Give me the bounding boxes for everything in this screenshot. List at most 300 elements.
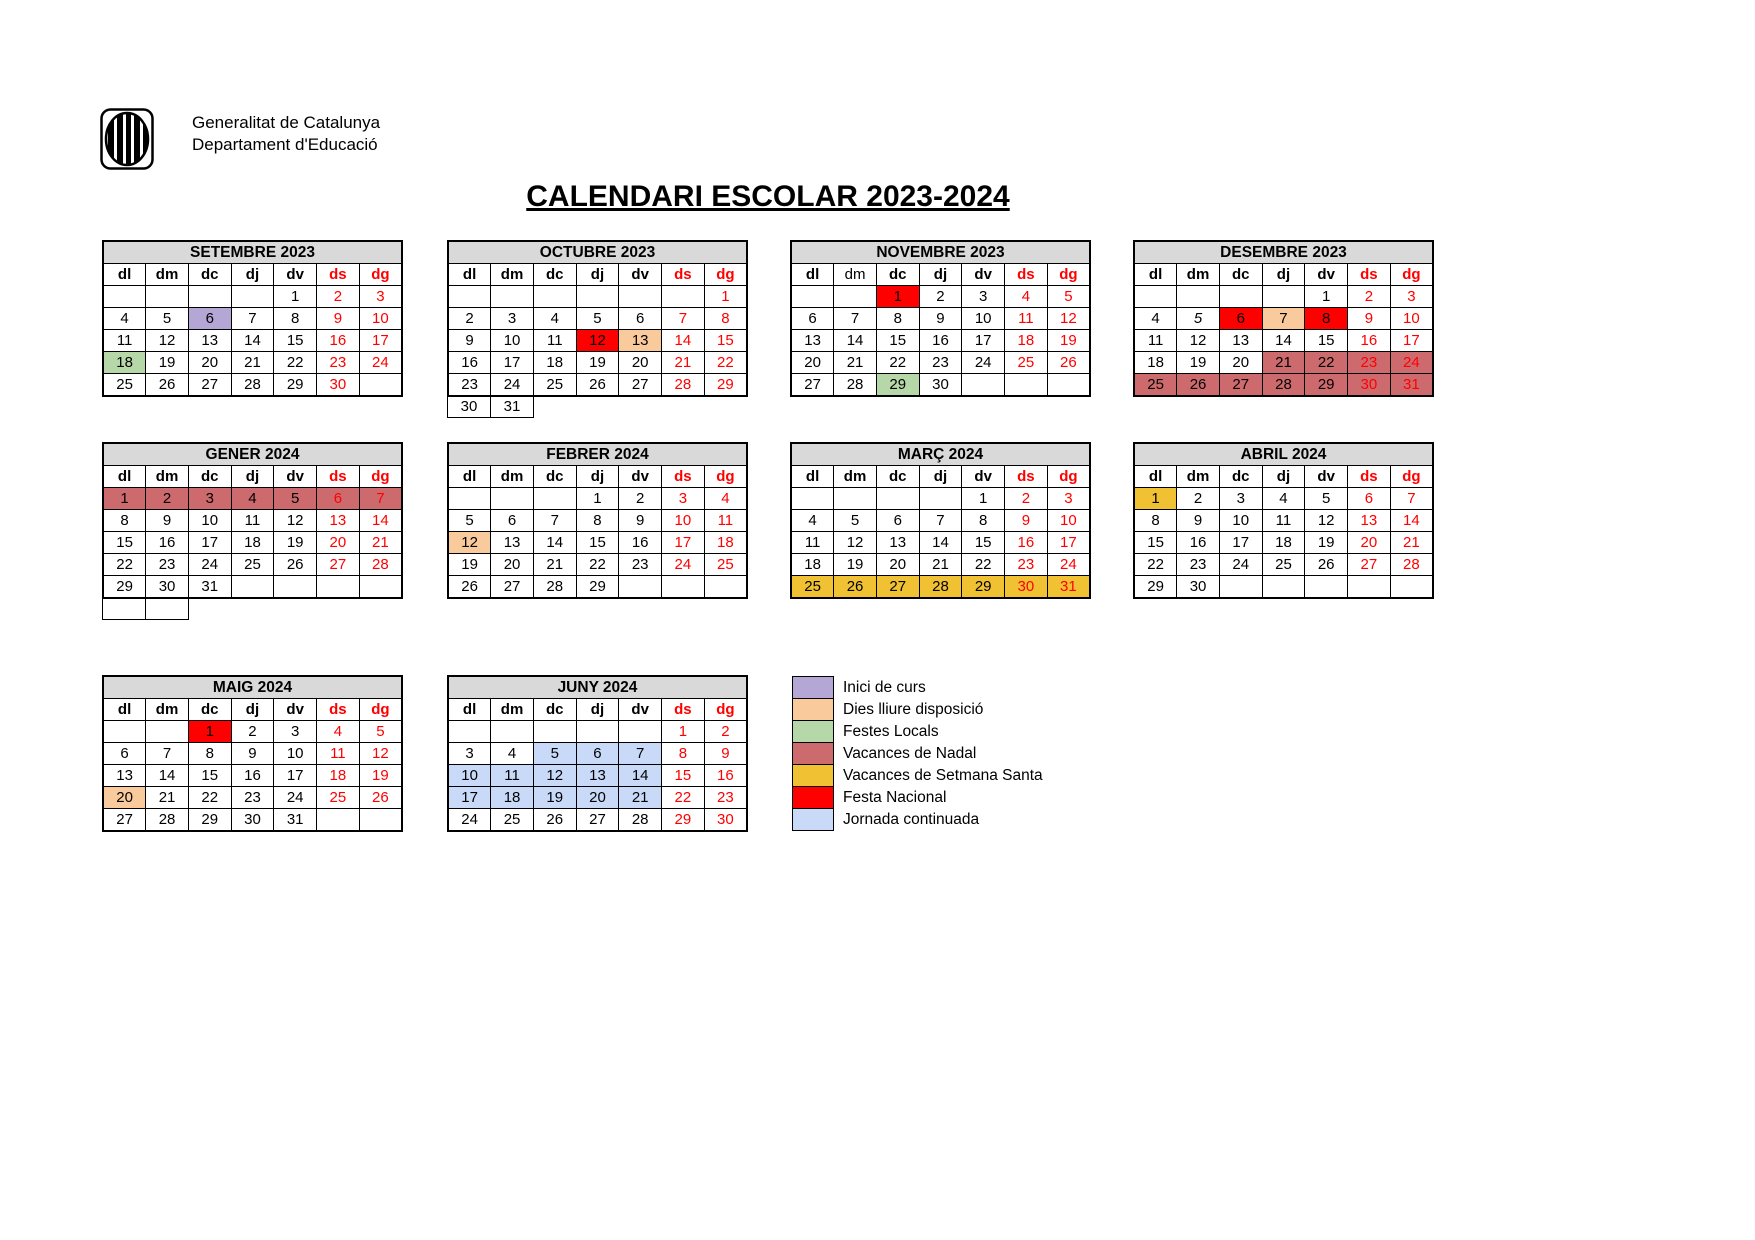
day-cell: 29 — [962, 576, 1005, 599]
empty-day-cell — [103, 721, 146, 743]
legend-swatch-santa — [792, 764, 834, 787]
day-cell: 13 — [491, 532, 534, 554]
day-cell: 12 — [146, 330, 189, 352]
weekday-header: dv — [962, 466, 1005, 488]
day-cell: 16 — [1005, 532, 1048, 554]
weekday-header: dm — [491, 699, 534, 721]
day-cell: 9 — [448, 330, 491, 352]
legend-item — [792, 808, 1043, 831]
day-cell: 20 — [317, 532, 360, 554]
calendar-month — [102, 240, 403, 397]
day-cell: 16 — [317, 330, 360, 352]
day-cell: 25 — [1262, 554, 1305, 576]
empty-day-cell — [834, 488, 877, 510]
empty-day-cell — [704, 576, 747, 599]
empty-day-cell — [1305, 576, 1348, 599]
day-cell: 28 — [919, 576, 962, 599]
day-cell: 20 — [876, 554, 919, 576]
day-cell: 31 — [1390, 374, 1433, 397]
month-title: ABRIL 2024 — [1134, 443, 1433, 466]
day-cell: 22 — [1305, 352, 1348, 374]
weekday-header: dj — [1262, 466, 1305, 488]
day-cell: 27 — [491, 576, 534, 599]
empty-day-cell — [834, 286, 877, 308]
day-cell: 23 — [1005, 554, 1048, 576]
day-cell: 28 — [1262, 374, 1305, 397]
empty-day-cell — [146, 286, 189, 308]
day-cell: 6 — [317, 488, 360, 510]
empty-day-cell — [1262, 576, 1305, 599]
weekday-header: dl — [448, 699, 491, 721]
weekday-header: dc — [188, 466, 231, 488]
day-cell: 9 — [1348, 308, 1391, 330]
empty-day-cell — [317, 809, 360, 832]
day-cell: 20 — [576, 787, 619, 809]
calendar-month — [102, 675, 403, 832]
day-cell: 17 — [188, 532, 231, 554]
day-cell: 11 — [1005, 308, 1048, 330]
day-cell: 16 — [146, 532, 189, 554]
day-cell: 29 — [274, 374, 317, 397]
day-cell: 25 — [704, 554, 747, 576]
empty-day-cell — [317, 576, 360, 599]
day-cell: 17 — [274, 765, 317, 787]
day-cell: 7 — [231, 308, 274, 330]
day-cell: 19 — [576, 352, 619, 374]
day-cell: 4 — [103, 308, 146, 330]
day-cell: 4 — [491, 743, 534, 765]
weekday-header: dl — [103, 699, 146, 721]
day-cell: 14 — [359, 510, 402, 532]
day-cell: 27 — [876, 576, 919, 599]
day-cell: 3 — [662, 488, 705, 510]
empty-day-cell — [448, 488, 491, 510]
day-cell: 10 — [1219, 510, 1262, 532]
day-cell: 13 — [576, 765, 619, 787]
day-cell: 31 — [274, 809, 317, 832]
day-cell: 25 — [533, 374, 576, 397]
day-cell: 9 — [231, 743, 274, 765]
day-cell: 10 — [962, 308, 1005, 330]
weekday-header: dg — [704, 466, 747, 488]
day-cell: 15 — [662, 765, 705, 787]
day-cell: 5 — [533, 743, 576, 765]
day-cell: 1 — [274, 286, 317, 308]
empty-day-cell — [791, 286, 834, 308]
empty-day-cell — [619, 721, 662, 743]
day-cell: 28 — [1390, 554, 1433, 576]
day-cell: 30 — [1177, 576, 1220, 599]
day-cell: 25 — [491, 809, 534, 832]
day-cell: 22 — [876, 352, 919, 374]
legend-label: Dies lliure disposició — [843, 700, 984, 718]
day-cell: 18 — [103, 352, 146, 374]
day-cell: 8 — [576, 510, 619, 532]
day-cell: 27 — [1348, 554, 1391, 576]
day-cell: 1 — [1134, 488, 1177, 510]
day-cell: 22 — [962, 554, 1005, 576]
day-cell: 8 — [962, 510, 1005, 532]
day-cell: 15 — [103, 532, 146, 554]
day-cell: 25 — [103, 374, 146, 397]
day-cell: 3 — [962, 286, 1005, 308]
day-cell: 8 — [1305, 308, 1348, 330]
day-cell: 22 — [662, 787, 705, 809]
day-cell: 11 — [1134, 330, 1177, 352]
weekday-header: ds — [1005, 466, 1048, 488]
day-cell: 8 — [274, 308, 317, 330]
weekday-header: ds — [1348, 264, 1391, 286]
legend-item — [792, 786, 1043, 809]
day-cell: 3 — [1390, 286, 1433, 308]
day-cell: 21 — [919, 554, 962, 576]
day-cell: 2 — [231, 721, 274, 743]
empty-day-cell — [533, 488, 576, 510]
day-cell: 6 — [1219, 308, 1262, 330]
day-cell: 7 — [359, 488, 402, 510]
empty-day-cell — [1005, 374, 1048, 397]
day-cell: 30 — [146, 576, 189, 599]
weekday-header: dc — [1219, 466, 1262, 488]
weekday-header: dc — [188, 264, 231, 286]
calendar-month — [790, 240, 1091, 397]
day-cell: 8 — [704, 308, 747, 330]
day-cell: 18 — [533, 352, 576, 374]
day-cell: 4 — [1262, 488, 1305, 510]
day-cell: 23 — [231, 787, 274, 809]
weekday-header: dj — [576, 264, 619, 286]
day-cell: 24 — [1047, 554, 1090, 576]
day-cell: 24 — [1390, 352, 1433, 374]
day-cell: 21 — [1262, 352, 1305, 374]
day-cell: 29 — [576, 576, 619, 599]
month-title: GENER 2024 — [103, 443, 402, 466]
weekday-header: dl — [448, 264, 491, 286]
month-extra-row — [447, 395, 534, 418]
weekday-header: ds — [317, 699, 360, 721]
day-cell: 2 — [1177, 488, 1220, 510]
month-title: MAIG 2024 — [103, 676, 402, 699]
weekday-header: dv — [1305, 466, 1348, 488]
day-cell: 11 — [103, 330, 146, 352]
empty-day-cell — [274, 576, 317, 599]
day-cell: 21 — [146, 787, 189, 809]
day-cell: 5 — [1305, 488, 1348, 510]
weekday-header: dg — [359, 466, 402, 488]
day-cell: 10 — [188, 510, 231, 532]
weekday-header: dj — [576, 699, 619, 721]
day-cell: 17 — [662, 532, 705, 554]
weekday-header: dj — [919, 466, 962, 488]
day-cell: 17 — [448, 787, 491, 809]
empty-day-cell — [103, 286, 146, 308]
day-cell: 1 — [576, 488, 619, 510]
day-cell: 11 — [231, 510, 274, 532]
day-cell: 19 — [1047, 330, 1090, 352]
empty-day-cell — [1177, 286, 1220, 308]
empty-day-cell — [1219, 286, 1262, 308]
day-cell: 16 — [704, 765, 747, 787]
day-cell: 21 — [533, 554, 576, 576]
generalitat-logo-icon — [100, 108, 154, 170]
day-cell: 3 — [1219, 488, 1262, 510]
weekday-header: dm — [491, 466, 534, 488]
day-cell: 26 — [146, 374, 189, 397]
day-cell: 22 — [274, 352, 317, 374]
empty-day-cell — [146, 598, 189, 620]
day-cell: 9 — [317, 308, 360, 330]
day-cell: 23 — [619, 554, 662, 576]
day-cell: 5 — [359, 721, 402, 743]
day-cell: 24 — [359, 352, 402, 374]
weekday-header: dm — [1177, 264, 1220, 286]
day-cell: 24 — [491, 374, 534, 397]
day-cell: 14 — [619, 765, 662, 787]
empty-day-cell — [491, 286, 534, 308]
day-cell: 8 — [188, 743, 231, 765]
empty-day-cell — [919, 488, 962, 510]
day-cell: 26 — [1177, 374, 1220, 397]
day-cell: 26 — [1047, 352, 1090, 374]
day-cell: 27 — [1219, 374, 1262, 397]
month-table — [790, 442, 1091, 599]
weekday-header: dj — [231, 264, 274, 286]
department-name: Departament d'Educació — [192, 135, 378, 154]
day-cell: 2 — [1005, 488, 1048, 510]
day-cell: 4 — [533, 308, 576, 330]
day-cell: 13 — [188, 330, 231, 352]
day-cell: 20 — [103, 787, 146, 809]
day-cell: 19 — [533, 787, 576, 809]
day-cell: 12 — [274, 510, 317, 532]
day-cell: 25 — [317, 787, 360, 809]
day-cell: 2 — [919, 286, 962, 308]
weekday-header: dc — [533, 466, 576, 488]
day-cell: 15 — [274, 330, 317, 352]
legend-label: Inici de curs — [843, 678, 926, 696]
legend-swatch-jornada — [792, 808, 834, 831]
day-cell: 20 — [1348, 532, 1391, 554]
day-cell: 14 — [533, 532, 576, 554]
day-cell: 7 — [834, 308, 877, 330]
legend-label: Festes Locals — [843, 722, 939, 740]
day-cell: 25 — [1134, 374, 1177, 397]
day-cell: 5 — [146, 308, 189, 330]
day-cell: 18 — [231, 532, 274, 554]
day-cell: 16 — [448, 352, 491, 374]
empty-day-cell — [1047, 374, 1090, 397]
legend-label: Festa Nacional — [843, 788, 947, 806]
legend-item — [792, 720, 1043, 743]
weekday-header: dg — [704, 264, 747, 286]
day-cell: 1 — [1305, 286, 1348, 308]
day-cell: 28 — [533, 576, 576, 599]
month-table — [790, 240, 1091, 397]
month-title: MARÇ 2024 — [791, 443, 1090, 466]
calendar-month — [790, 442, 1091, 599]
day-cell: 18 — [1262, 532, 1305, 554]
day-cell: 10 — [491, 330, 534, 352]
day-cell: 17 — [359, 330, 402, 352]
day-cell: 18 — [791, 554, 834, 576]
day-cell: 16 — [1348, 330, 1391, 352]
weekday-header: dj — [231, 466, 274, 488]
day-cell: 4 — [704, 488, 747, 510]
day-cell: 7 — [533, 510, 576, 532]
day-cell: 13 — [876, 532, 919, 554]
day-cell: 29 — [103, 576, 146, 599]
weekday-header: dv — [619, 466, 662, 488]
day-cell: 28 — [662, 374, 705, 397]
weekday-header: dj — [919, 264, 962, 286]
day-cell: 11 — [704, 510, 747, 532]
day-cell: 15 — [704, 330, 747, 352]
weekday-header: dg — [359, 264, 402, 286]
day-cell: 1 — [103, 488, 146, 510]
day-cell: 6 — [576, 743, 619, 765]
day-cell: 17 — [1390, 330, 1433, 352]
legend-label: Vacances de Setmana Santa — [843, 766, 1043, 784]
day-cell: 21 — [359, 532, 402, 554]
legend-item — [792, 764, 1043, 787]
day-cell: 15 — [876, 330, 919, 352]
month-table — [102, 675, 403, 832]
empty-day-cell — [1390, 576, 1433, 599]
calendar-month — [1133, 240, 1434, 397]
empty-day-cell — [231, 576, 274, 599]
day-cell: 27 — [576, 809, 619, 832]
day-cell: 16 — [919, 330, 962, 352]
day-cell: 10 — [359, 308, 402, 330]
day-cell: 18 — [317, 765, 360, 787]
day-cell: 15 — [962, 532, 1005, 554]
day-cell: 1 — [876, 286, 919, 308]
day-cell: 26 — [274, 554, 317, 576]
day-cell: 1 — [188, 721, 231, 743]
day-cell: 31 — [491, 396, 534, 418]
day-cell: 22 — [576, 554, 619, 576]
day-cell: 13 — [317, 510, 360, 532]
day-cell: 8 — [1134, 510, 1177, 532]
day-cell: 22 — [704, 352, 747, 374]
weekday-header: dg — [704, 699, 747, 721]
weekday-header: dc — [533, 264, 576, 286]
empty-day-cell — [231, 286, 274, 308]
day-cell: 24 — [662, 554, 705, 576]
weekday-header: dv — [619, 264, 662, 286]
day-cell: 16 — [231, 765, 274, 787]
day-cell: 27 — [317, 554, 360, 576]
day-cell: 12 — [1305, 510, 1348, 532]
day-cell: 27 — [103, 809, 146, 832]
day-cell: 9 — [1177, 510, 1220, 532]
day-cell: 11 — [317, 743, 360, 765]
day-cell: 15 — [188, 765, 231, 787]
day-cell: 24 — [274, 787, 317, 809]
day-cell: 7 — [146, 743, 189, 765]
day-cell: 20 — [491, 554, 534, 576]
day-cell: 6 — [619, 308, 662, 330]
legend-swatch-nadal — [792, 742, 834, 765]
org-name: Generalitat de Catalunya — [192, 113, 381, 132]
calendar-month — [447, 240, 748, 418]
day-cell: 7 — [1390, 488, 1433, 510]
day-cell: 14 — [146, 765, 189, 787]
day-cell: 9 — [704, 743, 747, 765]
day-cell: 23 — [704, 787, 747, 809]
day-cell: 24 — [188, 554, 231, 576]
day-cell: 6 — [491, 510, 534, 532]
day-cell: 14 — [231, 330, 274, 352]
day-cell: 1 — [662, 721, 705, 743]
day-cell: 19 — [274, 532, 317, 554]
day-cell: 25 — [791, 576, 834, 599]
weekday-header: dm — [146, 264, 189, 286]
day-cell: 5 — [834, 510, 877, 532]
day-cell: 29 — [704, 374, 747, 397]
weekday-header: ds — [317, 264, 360, 286]
month-table — [102, 240, 403, 397]
day-cell: 29 — [876, 374, 919, 397]
empty-day-cell — [962, 374, 1005, 397]
weekday-header: dl — [103, 466, 146, 488]
weekday-header: dv — [1305, 264, 1348, 286]
day-cell: 3 — [1047, 488, 1090, 510]
weekday-header: dc — [1219, 264, 1262, 286]
day-cell: 6 — [1348, 488, 1391, 510]
day-cell: 26 — [576, 374, 619, 397]
day-cell: 4 — [231, 488, 274, 510]
weekday-header: ds — [317, 466, 360, 488]
month-table — [102, 442, 403, 599]
day-cell: 21 — [834, 352, 877, 374]
day-cell: 4 — [317, 721, 360, 743]
weekday-header: dl — [103, 264, 146, 286]
day-cell: 13 — [791, 330, 834, 352]
day-cell: 27 — [188, 374, 231, 397]
legend-swatch-lliure — [792, 698, 834, 721]
legend-swatch-inici — [792, 676, 834, 699]
day-cell: 30 — [448, 396, 491, 418]
day-cell: 2 — [619, 488, 662, 510]
day-cell: 8 — [103, 510, 146, 532]
day-cell: 17 — [491, 352, 534, 374]
day-cell: 4 — [791, 510, 834, 532]
calendar-month — [447, 675, 748, 832]
day-cell: 2 — [1348, 286, 1391, 308]
day-cell: 7 — [1262, 308, 1305, 330]
weekday-header: dv — [962, 264, 1005, 286]
day-cell: 23 — [1348, 352, 1391, 374]
day-cell: 12 — [1047, 308, 1090, 330]
day-cell: 21 — [662, 352, 705, 374]
day-cell: 18 — [704, 532, 747, 554]
day-cell: 15 — [1134, 532, 1177, 554]
empty-day-cell — [662, 286, 705, 308]
day-cell: 17 — [1219, 532, 1262, 554]
day-cell: 6 — [103, 743, 146, 765]
weekday-header: dg — [1047, 264, 1090, 286]
day-cell: 21 — [619, 787, 662, 809]
day-cell: 13 — [1219, 330, 1262, 352]
weekday-header: dl — [791, 466, 834, 488]
day-cell: 19 — [1305, 532, 1348, 554]
day-cell: 13 — [619, 330, 662, 352]
day-cell: 25 — [231, 554, 274, 576]
day-cell: 5 — [1177, 308, 1220, 330]
day-cell: 24 — [1219, 554, 1262, 576]
day-cell: 19 — [834, 554, 877, 576]
